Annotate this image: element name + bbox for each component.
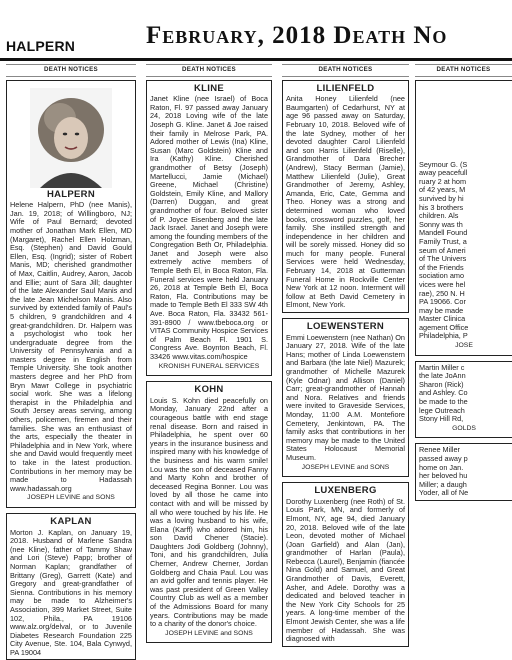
text-line: ruary 2 at hom <box>419 176 467 186</box>
text-line: vices were hel <box>419 279 466 289</box>
obituary-text: Morton J. Kaplan, on January 19, 2018. Husband of Marlene Sandra (nee Kline), father of Tammy Shaw and Lori (Steve) Papp; brother of Norman Kaplan; grandfather of Brittany (Greg), Garrett (Kate) and Gregory and great-grandfather of Sienna. Contributions in his memory may be made to Alzheimer's Association, 399 Market Street, Suite 102, Phila., PA 19106 www.alz.org/delval, or to Juvenile Diabetes Research Foundation 225 City Avenue, Ste. 104, Bala Cynwyd, PA 19004 <box>10 527 132 657</box>
obituary-name: LOEWENSTERN <box>306 321 385 333</box>
text-line: away peacefull <box>419 168 468 178</box>
section-label: DEATH NOTICES <box>415 64 512 77</box>
obituary-text <box>419 161 509 341</box>
text-line: her beloved hu <box>419 471 468 481</box>
funeral-home: JOSEPH LEVINE and SONS <box>165 629 253 637</box>
notice-box <box>282 80 409 313</box>
notice-box <box>146 80 272 377</box>
text-line: seum of Ameri <box>419 245 466 255</box>
obituary-text: Anita Honey Lilienfeld (nee Baumgarten) of Cedarhurst, NY at age 96 passed away on Saturday, February 10, 2018. Beloved wife of the late Sydney, mother of her devoted daughter Carol Lilienfeld and son Harris Lilienfeld (Riselle), Grandmother of Dara Brecher (Andrew), Stacy Berman (Jamie), Matthew Lilienfeld (Julie), Great Grandmother of Jeremy, Ashley, Amanda, Eric, Cate, Gemma and Theo. Honey was a strong and determined woman who loved books, crossword puzzles, golf, her family. She instilled strength and independence in her children and will be sorely missed. Honey did so much for many people. Funeral Services were held Wednesday, February 14, 2018 at Gutterman Funeral Home in Rockville Center New York at 12 noon. Interment will follow at Beth David Cemetery in Elmont, New York. <box>286 94 405 310</box>
text-line: Philadelphia, P <box>419 331 468 341</box>
obituary-photo-area <box>419 83 509 161</box>
text-line: of the Friends <box>419 262 464 272</box>
funeral-home: JOSE <box>455 342 473 350</box>
column-3 <box>282 64 409 644</box>
text-line: survived by hi <box>419 193 464 203</box>
text-line: be made to the <box>419 397 468 407</box>
text-line: and Ashley. Co <box>419 388 468 398</box>
obituary-name: LILIENFELD <box>316 82 375 94</box>
obituary-text <box>419 446 509 498</box>
obituary-name: KAPLAN <box>50 515 92 527</box>
text-line: Martin Miller c <box>419 362 465 372</box>
header-rule <box>0 58 512 61</box>
funeral-home: GOLDS <box>452 424 476 432</box>
obituary-text: Helene Halpern, PhD (nee Manis), Jan. 19, 2018; of Willingboro, NJ; Wife of Paul Bernard; devoted mother of Jonathan Mark Ellen, MD (Margaret), Rachel Ellen Holzman, Esq. (Stephen) and David Gould Ellen, Esq. (Ingrid); sister of Robert Manis, MD; cherished grandmother of Max, Caitlin, Audrey, Aaron, Jacob and Ellie; aunt of Sara Jill; daughter of the late Alexander Saul Manis and the late Jean Michelson Manis. Also survived by extended family of Paul's 5 children, 9 grandchildren and 4 great-grandchildren. Dr. Halpern was a psychologist who took her undergraduate degree from the University of Pennsylvania and a masters degree in English from Temple University. She took another masters degree and her PhD from Bryn Mawr College in psychiatric social work. She was a lifelong therapist in the Philadelphia and South Jersey areas serving, among others, policemen, firemen and their families. She was an enthusiast of the arts, especially the theater in Philadelphia and in New York, where she and David would frequently meet to take in the latest production. Contributions in her memory may be made to Hadassah www.hadassah.org <box>10 200 132 493</box>
notice-box <box>415 443 512 501</box>
notice-box <box>6 513 136 660</box>
text-line: sociation amo <box>419 271 465 281</box>
text-line: children. Als <box>419 211 459 221</box>
text-line: agement Office <box>419 322 469 332</box>
text-line: the late JoAnn <box>419 371 466 381</box>
text-line: PA 19066. Cor <box>419 297 466 307</box>
text-line: Master Clinica <box>419 314 466 324</box>
obituary-name: KOHN <box>194 384 224 396</box>
notice-box <box>415 361 512 439</box>
obituary-name: LUXENBERG <box>314 485 377 497</box>
funeral-home: JOSEPH LEVINE and SONS <box>27 494 115 502</box>
obituary-text <box>419 364 509 424</box>
running-name: HALPERN <box>6 38 76 54</box>
obituary-name: HALPERN <box>46 188 96 200</box>
funeral-home: KRONISH FUNERAL SERVICES <box>158 362 260 370</box>
text-line: Miller; a daugh <box>419 479 467 489</box>
column-1 <box>6 64 136 657</box>
text-line: passed away p <box>419 454 468 463</box>
funeral-home: JOSEPH LEVINE and SONS <box>301 463 390 471</box>
text-line: may be made <box>419 305 464 315</box>
text-line: of 42 years, M <box>419 185 466 195</box>
text-line: of The Univers <box>419 254 467 264</box>
section-label: DEATH NOTICES <box>6 64 136 77</box>
section-label: DEATH NOTICES <box>146 64 272 77</box>
notice-box <box>282 482 409 647</box>
masthead-wrap <box>146 22 512 50</box>
notice-box <box>415 80 512 356</box>
page-header <box>0 0 512 58</box>
obituary-text: Emmi Loewenstern (nee Nathan) On January 27, 2018. Wife of the late Hans; mother of Linda Loewenstern and Barbara (the late Niel) Mazurek; grandmother of Michelle Mazurek (Kyle Odnar) and Allison (Daniel) Carr; great-grandmother of Hannah and Nora. Relatives and friends were invited to Graveside Services, Monday, 11:00 A.M. Montefiore Cemetery, Jenkintown, PA. The family asks that contributions in her memory may be made to the United States Holocaust Memorial Museum. <box>286 332 405 462</box>
obituary-text: Janet Kline (nee Israel) of Boca Raton, Fl. 97 passed away January 24, 2018 Loving wife of the late Joseph G. Kline. Janet & Joe raised their family in Melrose Park, PA. Adored mother of Lewis (Ina) Kline, Susan (Marc Goldstein) Kline and Ira (Kathy) Kline. Cherished grandmother of Betsy (Joseph) Martellucci, Jamie (Michael) Greene, Michael (Christine) Goldstein, Emily Kline, and Mallory (Darren) Duggan, and great grandmother of four. Beloved sister of P. Joyce Eisenberg and the late Jack Israel. Janet and Joseph were among the founding members of the Congregation Beth Or, Philadelphia. Janet and Joseph were also extremely active members of Temple Beth El, in Boca Raton, Fla. Funeral services were held January 26, 2018 at Temple Beth El, Boca Raton, Fla. Contributions may be made to Temple Beth El 333 SW 4th Ave. Boca Raton, Fla. 33432 561-391-8900 / www.tbeboca.org or VITAS Community Hospice Services of Palm Beach Fl. 1901 S. Congress Ave. Boynton Beach, Fl. 33426 www.vitas.com/hospice <box>150 94 268 361</box>
text-line: Renee Miller <box>419 445 460 455</box>
column-2 <box>146 64 272 637</box>
text-line: Seymour G. (S <box>419 159 468 169</box>
text-line: home on Jan. <box>419 462 464 472</box>
text-line: Sharon (Rick) <box>419 379 464 389</box>
obituary-name: KLINE <box>194 82 224 94</box>
text-line: Family Trust, a <box>419 236 467 246</box>
text-line: lege Outreach <box>419 405 465 415</box>
column-4 <box>415 64 512 512</box>
notice-box <box>6 80 136 508</box>
text-line: Yoder, all of Ne <box>419 488 469 498</box>
notice-box <box>146 381 272 643</box>
obituary-text: Louis S. Kohn died peacefully on Monday, January 22nd after a courageous battle with end stage renal disease. Born and raised in Philadelphia, he spent over 60 years in the insurance business and inspired many with his knowledge of the business and his warm smile! Lou was the son of deceased Fanny and Marty Kohn and brother of deceased Regina Bonner. Lou was loved by all those he came into contact with and will be missed by all who were touched by his life. He was a loving husband to his wife, Elana (Karff) who adored him, his son David Chener (Stacie). Daughters Jodi Goldberg (Johnny), Toni, and his grandchildren, Julia Cherner, Andrew Cherner, Jordan Goldberg and Chaia Paul. Lou was an avid golfer and tennis player. He was past president of Green Valley Country Club as well as a member of the Admissions Board for many years. Contributions may be made to a charity of the donor's choice. <box>150 395 268 629</box>
text-line: Stony Hill Rd, <box>419 414 464 424</box>
masthead-title: February, 2018 Death No <box>146 22 448 49</box>
notice-box <box>282 318 409 477</box>
text-line: Mandell Found <box>419 228 468 238</box>
portrait-photo <box>30 88 112 188</box>
section-label: DEATH NOTICES <box>282 64 409 77</box>
obituary-text: Dorothy Luxenberg (nee Roth) of St. Louis Park, MN, and formerly of Elmont, NY, age 94, died January 20, 2018. Beloved wife of the late Leon, devoted mother of Michael (Joan Garfield) and Alan (Jan), grandmother of Harlan (Paula), Rebecca (Laurel), Benjamin (fiancée Nina Gold) and Samuel, and Great Grandmother of Davis, Everett, Asher, and Adele. Dorothy was a dedicated and beloved teacher in the New York City Schools for 25 years. A long-time member of the Elmont Jewish Center, she was a life member of Hadassah. She was diagnosed with <box>286 496 405 644</box>
text-line: his 3 brothers <box>419 202 464 212</box>
text-line: Sonny was th <box>419 219 463 229</box>
text-line: rae), 250 N. H <box>419 288 465 298</box>
